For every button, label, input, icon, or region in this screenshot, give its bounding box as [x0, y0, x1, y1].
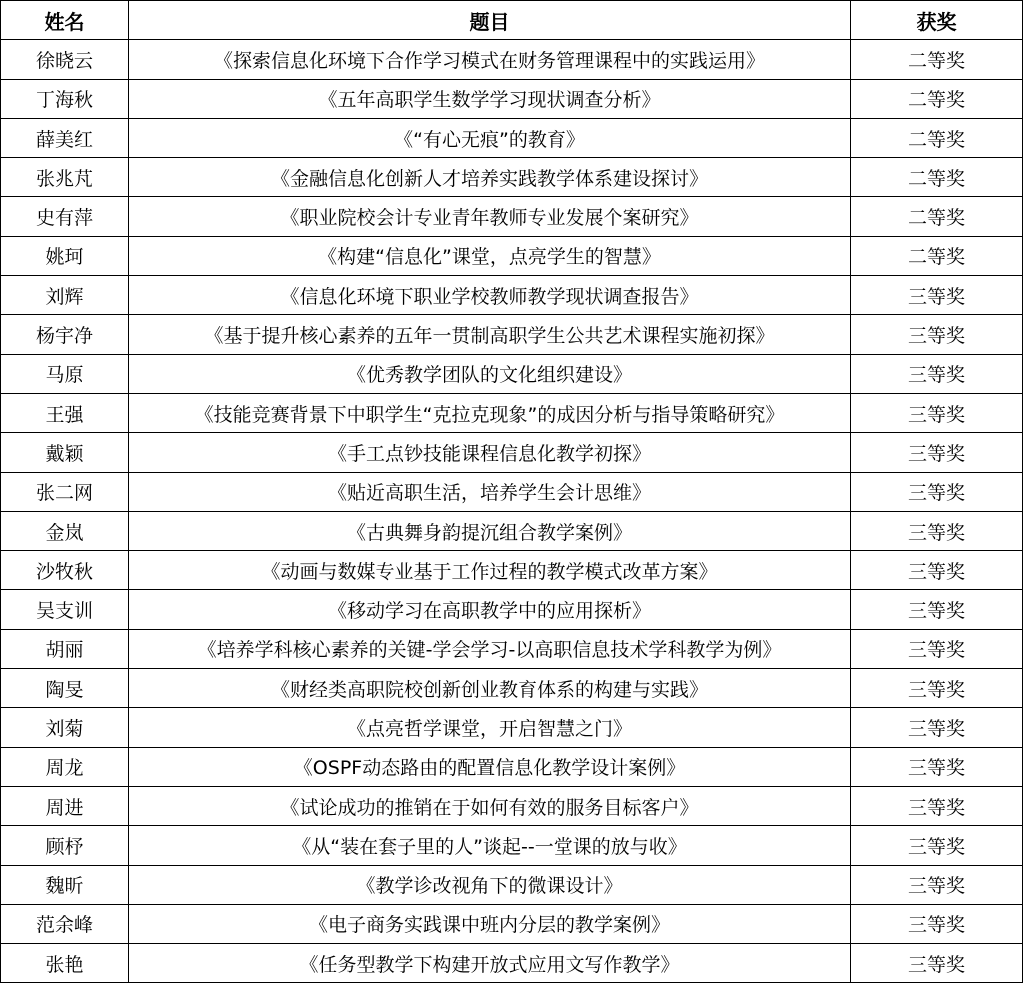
cell-award: 三等奖 — [851, 786, 1023, 825]
cell-name: 张二网 — [1, 472, 129, 511]
table-row — [1, 944, 1023, 983]
cell-title: 《从“装在套子里的人”谈起--一堂课的放与收》 — [129, 826, 851, 865]
cell-award: 二等奖 — [851, 236, 1023, 275]
cell-name: 马原 — [1, 354, 129, 393]
cell-title: 《手工点钞技能课程信息化教学初探》 — [129, 433, 851, 472]
cell-title: 《优秀教学团队的文化组织建设》 — [129, 354, 851, 393]
table-row — [1, 118, 1023, 157]
cell-title: 《教学诊改视角下的微课设计》 — [129, 865, 851, 904]
cell-title: 《技能竞赛背景下中职学生“克拉克现象”的成因分析与指导策略研究》 — [129, 393, 851, 432]
cell-title: 《任务型教学下构建开放式应用文写作教学》 — [129, 944, 851, 983]
cell-name: 沙牧秋 — [1, 551, 129, 590]
cell-name: 杨宇净 — [1, 315, 129, 354]
cell-name: 王强 — [1, 393, 129, 432]
cell-name: 胡丽 — [1, 629, 129, 668]
table-row — [1, 904, 1023, 943]
cell-award: 三等奖 — [851, 590, 1023, 629]
table-row — [1, 433, 1023, 472]
table-body — [1, 40, 1023, 983]
cell-award: 三等奖 — [851, 354, 1023, 393]
cell-title: 《培养学科核心素养的关键-学会学习-以高职信息技术学科教学为例》 — [129, 629, 851, 668]
header-title: 题目 — [129, 1, 851, 40]
cell-title: 《贴近高职生活，培养学生会计思维》 — [129, 472, 851, 511]
cell-name: 范余峰 — [1, 904, 129, 943]
table-row — [1, 236, 1023, 275]
cell-title: 《构建“信息化”课堂，点亮学生的智慧》 — [129, 236, 851, 275]
cell-name: 史有萍 — [1, 197, 129, 236]
cell-name: 丁海秋 — [1, 79, 129, 118]
cell-award: 二等奖 — [851, 118, 1023, 157]
table-row — [1, 629, 1023, 668]
cell-name: 徐晓云 — [1, 40, 129, 79]
cell-award: 三等奖 — [851, 865, 1023, 904]
cell-award: 二等奖 — [851, 40, 1023, 79]
cell-name: 周进 — [1, 786, 129, 825]
table-row — [1, 590, 1023, 629]
cell-title: 《财经类高职院校创新创业教育体系的构建与实践》 — [129, 669, 851, 708]
table-row — [1, 276, 1023, 315]
cell-award: 三等奖 — [851, 511, 1023, 550]
cell-award: 二等奖 — [851, 197, 1023, 236]
cell-award: 三等奖 — [851, 669, 1023, 708]
cell-award: 三等奖 — [851, 904, 1023, 943]
table-row — [1, 786, 1023, 825]
cell-name: 金岚 — [1, 511, 129, 550]
cell-title: 《古典舞身韵提沉组合教学案例》 — [129, 511, 851, 550]
table-row — [1, 551, 1023, 590]
cell-name: 姚珂 — [1, 236, 129, 275]
cell-name: 张兆芃 — [1, 158, 129, 197]
cell-title: 《探索信息化环境下合作学习模式在财务管理课程中的实践运用》 — [129, 40, 851, 79]
table-row — [1, 826, 1023, 865]
table-row — [1, 315, 1023, 354]
header-name: 姓名 — [1, 1, 129, 40]
table-row — [1, 865, 1023, 904]
cell-award: 三等奖 — [851, 315, 1023, 354]
table-row — [1, 708, 1023, 747]
table-header — [1, 1, 1023, 40]
table-row — [1, 747, 1023, 786]
cell-title: 《移动学习在高职教学中的应用探析》 — [129, 590, 851, 629]
cell-name: 薛美红 — [1, 118, 129, 157]
cell-name: 戴颖 — [1, 433, 129, 472]
cell-name: 顾杼 — [1, 826, 129, 865]
table-row — [1, 472, 1023, 511]
cell-award: 二等奖 — [851, 79, 1023, 118]
cell-title: 《试论成功的推销在于如何有效的服务目标客户》 — [129, 786, 851, 825]
table-row — [1, 197, 1023, 236]
cell-title: 《“有心无痕”的教育》 — [129, 118, 851, 157]
cell-title: 《OSPF动态路由的配置信息化教学设计案例》 — [129, 747, 851, 786]
cell-name: 周龙 — [1, 747, 129, 786]
cell-title: 《金融信息化创新人才培养实践教学体系建设探讨》 — [129, 158, 851, 197]
table-row — [1, 40, 1023, 79]
cell-award: 三等奖 — [851, 472, 1023, 511]
cell-title: 《信息化环境下职业学校教师教学现状调查报告》 — [129, 276, 851, 315]
table-row — [1, 79, 1023, 118]
table-row — [1, 511, 1023, 550]
table-row — [1, 354, 1023, 393]
cell-award: 三等奖 — [851, 551, 1023, 590]
cell-title: 《动画与数媒专业基于工作过程的教学模式改革方案》 — [129, 551, 851, 590]
cell-title: 《基于提升核心素养的五年一贯制高职学生公共艺术课程实施初探》 — [129, 315, 851, 354]
table-row — [1, 158, 1023, 197]
cell-title: 《电子商务实践课中班内分层的教学案例》 — [129, 904, 851, 943]
cell-name: 刘辉 — [1, 276, 129, 315]
cell-title: 《点亮哲学课堂，开启智慧之门》 — [129, 708, 851, 747]
header-row — [1, 1, 1023, 40]
cell-award: 三等奖 — [851, 944, 1023, 983]
cell-award: 三等奖 — [851, 826, 1023, 865]
cell-name: 魏昕 — [1, 865, 129, 904]
cell-award: 三等奖 — [851, 393, 1023, 432]
cell-award: 三等奖 — [851, 629, 1023, 668]
header-award: 获奖 — [851, 1, 1023, 40]
cell-name: 张艳 — [1, 944, 129, 983]
cell-name: 吴支训 — [1, 590, 129, 629]
table-row — [1, 669, 1023, 708]
cell-title: 《职业院校会计专业青年教师专业发展个案研究》 — [129, 197, 851, 236]
table-row — [1, 393, 1023, 432]
cell-name: 刘菊 — [1, 708, 129, 747]
cell-title: 《五年高职学生数学学习现状调查分析》 — [129, 79, 851, 118]
cell-award: 三等奖 — [851, 276, 1023, 315]
cell-name: 陶旻 — [1, 669, 129, 708]
cell-award: 三等奖 — [851, 708, 1023, 747]
cell-award: 三等奖 — [851, 433, 1023, 472]
cell-award: 二等奖 — [851, 158, 1023, 197]
cell-award: 三等奖 — [851, 747, 1023, 786]
